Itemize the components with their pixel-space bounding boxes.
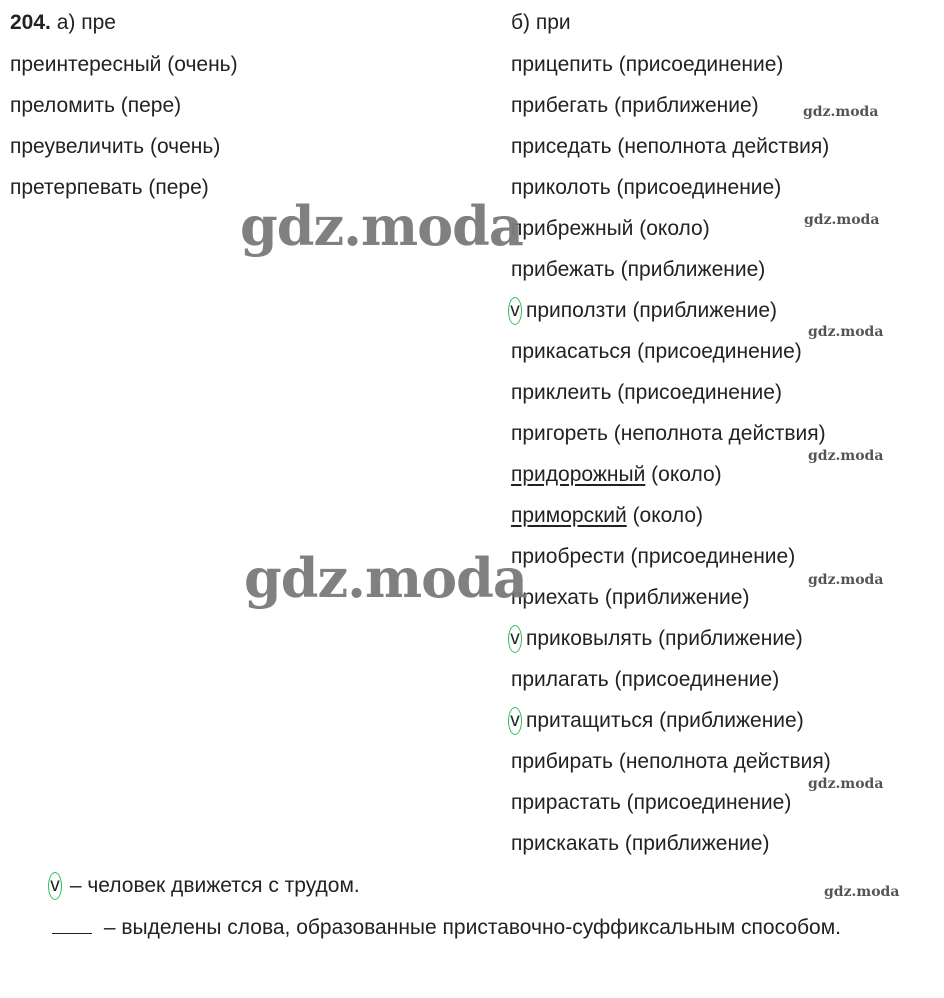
meaning: (приближение) xyxy=(653,709,804,732)
meaning: (присоединение) xyxy=(624,545,796,568)
right-item xyxy=(511,174,781,202)
word: приколоть xyxy=(511,176,611,199)
legend-underline-line xyxy=(52,914,841,942)
meaning: (около) xyxy=(645,463,722,486)
right-item xyxy=(508,625,803,653)
meaning: (неполнота действия) xyxy=(613,750,831,773)
word: приобрести xyxy=(511,545,625,568)
word: прибегать xyxy=(511,94,609,117)
meaning: (присоединение) xyxy=(611,381,782,404)
difficulty-mark-icon: v xyxy=(508,297,522,325)
meaning: (присоединение) xyxy=(620,791,792,814)
word: приковылять xyxy=(526,627,653,650)
right-item xyxy=(511,51,783,79)
word: прилагать xyxy=(511,668,609,691)
meaning: (приближение) xyxy=(652,627,803,650)
watermark-small: gdz.moda xyxy=(824,884,900,900)
underlined-word: приморский xyxy=(511,504,627,527)
right-item xyxy=(511,133,829,161)
word: приклеить xyxy=(511,381,612,404)
watermark-small: gdz.moda xyxy=(803,104,879,120)
right-item xyxy=(511,256,765,284)
right-item xyxy=(511,748,831,776)
underlined-word: придорожный xyxy=(511,463,646,486)
right-item xyxy=(511,215,710,243)
section-b-label: б) при xyxy=(511,11,571,34)
meaning: (приближение) xyxy=(619,832,770,855)
exercise-number: 204. xyxy=(10,11,51,34)
meaning: (присоединение) xyxy=(631,340,802,363)
left-item: преинтересный (очень) xyxy=(10,53,238,76)
meaning: (приближение) xyxy=(608,94,759,117)
right-item xyxy=(508,707,804,735)
word: приседать xyxy=(511,135,612,158)
right-item xyxy=(511,584,749,612)
word: приползти xyxy=(526,299,627,322)
watermark-small: gdz.moda xyxy=(808,324,884,340)
underline-sample xyxy=(52,933,92,934)
word: прибрежный xyxy=(511,217,634,240)
right-item xyxy=(511,789,791,817)
left-item: преувеличить (очень) xyxy=(10,135,221,158)
watermark-small: gdz.moda xyxy=(808,448,884,464)
section-a-label: а) пре xyxy=(50,11,116,34)
right-item xyxy=(511,502,703,530)
watermark-small: gdz.moda xyxy=(804,212,880,228)
right-item xyxy=(508,297,777,325)
meaning: (присоединение) xyxy=(610,176,782,199)
meaning: (неполнота действия) xyxy=(607,422,826,445)
difficulty-mark-icon: v xyxy=(508,625,522,653)
meaning: (присоединение) xyxy=(608,668,780,691)
word: приехать xyxy=(511,586,600,609)
meaning: (приближение) xyxy=(626,299,778,322)
difficulty-mark-icon: v xyxy=(48,872,62,900)
right-item xyxy=(511,420,826,448)
meaning: (неполнота действия) xyxy=(611,135,830,158)
word: притащиться xyxy=(526,709,654,732)
legend-mark-text: – человек движется с трудом. xyxy=(64,874,360,897)
left-item: преломить (пере) xyxy=(10,94,182,117)
legend-mark-line xyxy=(48,872,360,900)
meaning: (приближение) xyxy=(614,258,766,281)
word: прискакать xyxy=(511,832,620,855)
right-item xyxy=(511,379,782,407)
meaning: (около) xyxy=(633,217,710,240)
word: прибирать xyxy=(511,750,613,773)
difficulty-mark-icon: v xyxy=(508,707,522,735)
word: прирастать xyxy=(511,791,621,814)
meaning: (приближение) xyxy=(599,586,750,609)
right-item xyxy=(511,461,722,489)
meaning: (около) xyxy=(626,504,704,527)
exercise-header-left xyxy=(10,9,116,37)
word: пригореть xyxy=(511,422,608,445)
watermark-small: gdz.moda xyxy=(808,776,884,792)
right-item xyxy=(511,92,759,120)
watermark-small: gdz.moda xyxy=(808,572,884,588)
meaning: (присоединение) xyxy=(612,53,784,76)
watermark-large: gdz.moda xyxy=(240,194,523,258)
right-item xyxy=(511,338,802,366)
left-item: претерпевать (пере) xyxy=(10,176,209,199)
watermark-large: gdz.moda xyxy=(244,546,527,610)
right-item xyxy=(511,543,795,571)
word: прибежать xyxy=(511,258,615,281)
legend-underline-text: – выделены слова, образованные приставочно-суффиксальным способом. xyxy=(98,916,841,939)
right-item xyxy=(511,666,779,694)
word: прицепить xyxy=(511,53,613,76)
word: прикасаться xyxy=(511,340,632,363)
right-item xyxy=(511,830,769,858)
